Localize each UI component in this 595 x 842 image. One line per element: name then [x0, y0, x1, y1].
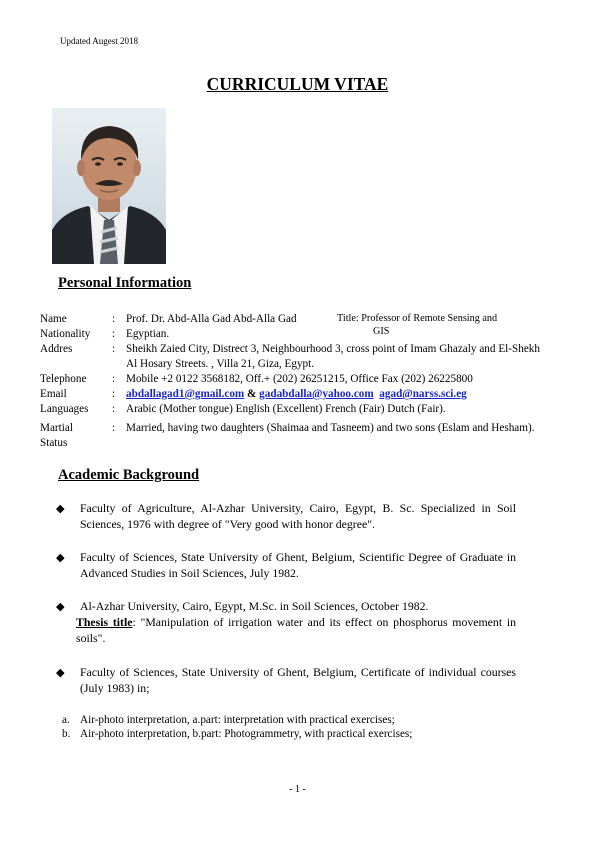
profile-photo — [52, 108, 166, 264]
marital-label — [40, 421, 112, 450]
bullet-icon: ◆ — [56, 552, 65, 564]
bullet-icon: ◆ — [56, 601, 65, 613]
bullet-icon: ◆ — [56, 503, 65, 515]
email-link-narss[interactable]: agad@narss.sci.eg — [379, 388, 467, 400]
thesis-block — [76, 614, 516, 646]
marital-value: Married, having two daughters (Shaimaa and Tasneem) and two sons (Eslam and Hesham). — [126, 422, 535, 434]
thesis-text: : "Manipulation of irrigation water and its effect on phosphorus movement in soils". — [76, 615, 516, 645]
email-separator: & — [244, 388, 260, 400]
address-value: Sheikh Zaied City, Distrect 3, Neighbourhood 3, cross point of Imam Ghazaly and El-Shekh Al Hosary Streets. , Villa 21, Giza, Egypt. — [126, 343, 540, 370]
email-label: Email — [40, 388, 67, 400]
telephone-label: Telephone — [40, 373, 87, 385]
name-value: Prof. Dr. Abd-Alla Gad Abd-Alla Gad — [126, 313, 297, 325]
thesis-label: Thesis title — [76, 615, 133, 629]
email-link-yahoo[interactable]: gadabdalla@yahoo.com — [259, 388, 374, 400]
job-title-line1: Title: Professor of Remote Sensing and — [337, 313, 498, 324]
email-link-gmail[interactable]: abdallagad1@gmail.com — [126, 388, 245, 400]
page-title: CURRICULUM VITAE — [206, 74, 389, 94]
bullet-icon: ◆ — [56, 667, 65, 679]
colon: : — [112, 313, 116, 325]
marital-label-line2: Status — [40, 436, 68, 449]
nationality-value: Egyptian. — [126, 328, 170, 340]
address-label: Addres — [40, 343, 73, 355]
colon: : — [112, 388, 116, 400]
sub-item-text: Air-photo interpretation, b.part: Photogrammetry, with practical exercises; — [80, 728, 413, 740]
sub-item-letter: a. — [62, 714, 70, 726]
job-title-line2: GIS — [373, 326, 390, 337]
sub-item-b — [62, 727, 512, 741]
academic-item-4: Faculty of Sciences, State University of Ghent, Belgium, Certificate of individual courses (July 1983) in; — [80, 665, 516, 695]
languages-label: Languages — [40, 403, 89, 415]
updated-date: Updated Augest 2018 — [60, 36, 138, 46]
academic-heading: Academic Background — [58, 467, 200, 483]
colon: : — [112, 422, 116, 434]
telephone-value: Mobile +2 0122 3568182, Off.+ (202) 26251215, Office Fax (202) 26225800 — [126, 373, 473, 385]
personal-info-heading: Personal Information — [58, 275, 192, 291]
page-number: - 1 - — [289, 784, 306, 795]
academic-item-1: Faculty of Agriculture, Al-Azhar University, Cairo, Egypt, B. Sc. Specialized in Soil Sciences, 1976 with degree of "Very good with honor degree". — [80, 501, 516, 531]
academic-item-3: Al-Azhar University, Cairo, Egypt, M.Sc. in Soil Sciences, October 1982. — [80, 599, 429, 613]
marital-label-line1: Martial — [40, 422, 73, 434]
colon: : — [112, 373, 116, 385]
colon: : — [112, 343, 116, 355]
sub-item-a — [62, 713, 512, 727]
colon: : — [112, 403, 116, 415]
name-label: Name — [40, 313, 67, 325]
languages-value: Arabic (Mother tongue) English (Excellent) French (Fair) Dutch (Fair). — [126, 403, 446, 415]
nationality-label: Nationality — [40, 328, 91, 340]
colon: : — [112, 328, 116, 340]
email-values — [126, 387, 540, 402]
sub-item-letter: b. — [62, 728, 71, 740]
academic-item-2: Faculty of Sciences, State University of Ghent, Belgium, Scientific Degree of Graduate in Advanced Studies in Soil Sciences, July 1982. — [80, 550, 516, 580]
sub-item-text: Air-photo interpretation, a.part: interpretation with practical exercises; — [80, 714, 395, 726]
